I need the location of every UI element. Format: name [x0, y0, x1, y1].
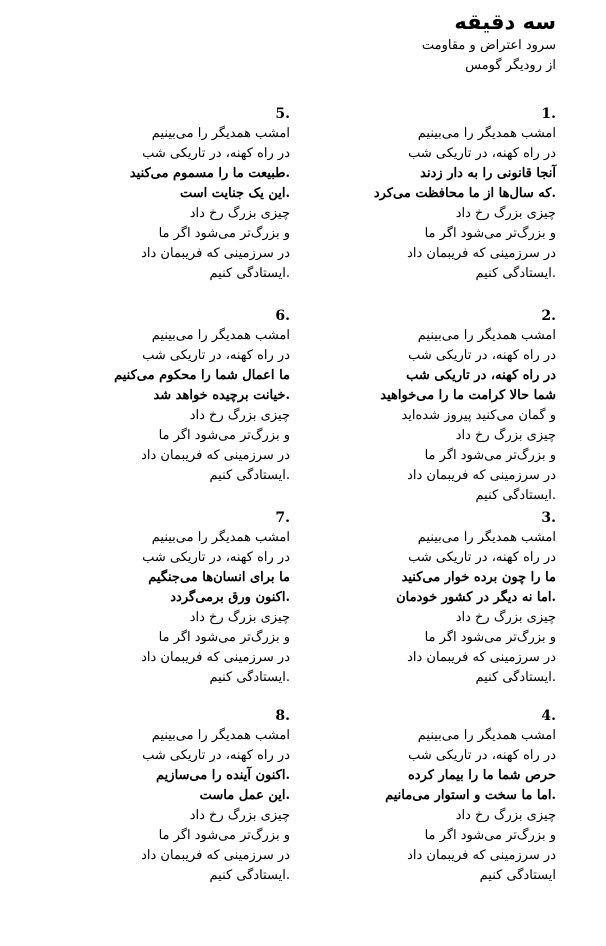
stanza-number: 7. — [275, 510, 290, 526]
stanza-8 — [50, 706, 290, 886]
stanza-6 — [50, 306, 290, 486]
verse-line: امشب همدیگر را می‌بینیم — [151, 728, 290, 743]
verse-line-bold: آنجا قانونی را به دار زدند — [420, 166, 556, 181]
verse-line-bold: در راه کهنه، در تاریکی شب — [406, 368, 556, 383]
verse-line: در راه کهنه، در تاریکی شب — [408, 550, 556, 565]
verse-line: در راه کهنه، در تاریکی شب — [142, 748, 290, 763]
verse-line: امشب همدیگر را می‌بینیم — [151, 530, 290, 545]
stanza-3 — [316, 508, 556, 688]
stanza-7 — [50, 508, 290, 688]
verse-line-bold: .که سال‌ها از ما محافظت می‌کرد — [373, 186, 556, 201]
verse-line: .ایستادگی کنیم — [209, 868, 290, 883]
verse-line: چیزی بزرگ رخ داد — [455, 206, 556, 221]
verse-line: امشب همدیگر را می‌بینیم — [151, 328, 290, 343]
verse-line: .ایستادگی کنیم — [475, 266, 556, 281]
verse-line-bold: حرص شما ما را بیمار کرده — [408, 768, 556, 783]
verse-line: و بزرگ‌تر می‌شود اگر ما — [424, 448, 556, 463]
verse-line: و بزرگ‌تر می‌شود اگر ما — [424, 226, 556, 241]
stanza-number: 1. — [541, 106, 556, 122]
verse-line: و بزرگ‌تر می‌شود اگر ما — [424, 630, 556, 645]
document-header — [256, 8, 556, 76]
verse-line: چیزی بزرگ رخ داد — [455, 610, 556, 625]
verse-line-bold: .خیانت برچیده خواهد شد — [153, 388, 290, 403]
page-subtitle: سرود اعتراض و مقاومت — [421, 38, 556, 53]
verse-line: و بزرگ‌تر می‌شود اگر ما — [424, 828, 556, 843]
verse-line: در راه کهنه، در تاریکی شب — [408, 348, 556, 363]
verse-line-bold: .اکنون آینده را می‌سازیم — [156, 768, 290, 783]
verse-line: در سرزمینی که فریبمان داد — [141, 650, 290, 665]
verse-line: امشب همدیگر را می‌بینیم — [417, 530, 556, 545]
verse-line: در سرزمینی که فریبمان داد — [407, 650, 556, 665]
page-title: سه دقیقه — [454, 10, 556, 34]
verse-line: .ایستادگی کنیم — [475, 670, 556, 685]
stanza-number: 6. — [275, 308, 290, 324]
verse-line: در سرزمینی که فریبمان داد — [407, 848, 556, 863]
verse-line: در سرزمینی که فریبمان داد — [407, 468, 556, 483]
stanza-1 — [316, 104, 556, 284]
verse-line: چیزی بزرگ رخ داد — [189, 610, 290, 625]
verse-line: در سرزمینی که فریبمان داد — [141, 848, 290, 863]
verse-line: در راه کهنه، در تاریکی شب — [408, 146, 556, 161]
verse-line: .ایستادگی کنیم — [209, 266, 290, 281]
verse-line: و گمان می‌کنید پیروز شده‌اید — [401, 408, 556, 423]
verse-line: چیزی بزرگ رخ داد — [189, 206, 290, 221]
verse-line: امشب همدیگر را می‌بینیم — [417, 126, 556, 141]
verse-line: و بزرگ‌تر می‌شود اگر ما — [158, 226, 290, 241]
verse-line: .ایستادگی کنیم — [475, 488, 556, 503]
verse-line: .ایستادگی کنیم — [209, 670, 290, 685]
stanza-number: 2. — [541, 308, 556, 324]
verse-line: چیزی بزرگ رخ داد — [189, 808, 290, 823]
verse-line: و بزرگ‌تر می‌شود اگر ما — [158, 630, 290, 645]
verse-line-bold: شما حالا کرامت ما را می‌خواهید — [380, 388, 556, 403]
verse-line-bold: ما اعمال شما را محکوم می‌کنیم — [114, 368, 290, 383]
verse-line: امشب همدیگر را می‌بینیم — [417, 328, 556, 343]
verse-line: امشب همدیگر را می‌بینیم — [417, 728, 556, 743]
stanza-5 — [50, 104, 290, 284]
verse-line: در سرزمینی که فریبمان داد — [407, 246, 556, 261]
verse-line-bold: .طبیعت ما را مسموم می‌کنید — [129, 166, 290, 181]
stanza-2 — [316, 306, 556, 506]
verse-line: چیزی بزرگ رخ داد — [455, 428, 556, 443]
stanza-number: 5. — [275, 106, 290, 122]
verse-line: ایستادگی کنیم — [479, 868, 556, 883]
author-line: از رودیگر گومس — [465, 58, 556, 73]
verse-line: در راه کهنه، در تاریکی شب — [142, 550, 290, 565]
verse-line-bold: ما را چون برده خوار می‌کنید — [401, 570, 556, 585]
verse-line: در راه کهنه، در تاریکی شب — [142, 146, 290, 161]
verse-line: در سرزمینی که فریبمان داد — [141, 448, 290, 463]
verse-line-bold: .این عمل ماست — [199, 788, 290, 803]
verse-line: .ایستادگی کنیم — [209, 468, 290, 483]
verse-line-bold: .اما ما سخت و استوار می‌مانیم — [385, 788, 556, 803]
verse-line: امشب همدیگر را می‌بینیم — [151, 126, 290, 141]
verse-line: چیزی بزرگ رخ داد — [455, 808, 556, 823]
verse-line: و بزرگ‌تر می‌شود اگر ما — [158, 428, 290, 443]
stanza-number: 4. — [541, 708, 556, 724]
verse-line-bold: .اکنون ورق برمی‌گردد — [170, 590, 290, 605]
verse-line: و بزرگ‌تر می‌شود اگر ما — [158, 828, 290, 843]
verse-line-bold: .اما نه دیگر در کشور خودمان — [396, 590, 556, 605]
verse-line-bold: .این یک جنایت است — [179, 186, 290, 201]
verse-line: در سرزمینی که فریبمان داد — [141, 246, 290, 261]
stanza-4 — [316, 706, 556, 886]
stanza-number: 8. — [275, 708, 290, 724]
verse-line-bold: ما برای انسان‌ها می‌جنگیم — [148, 570, 290, 585]
stanza-number: 3. — [541, 510, 556, 526]
verse-line: در راه کهنه، در تاریکی شب — [408, 748, 556, 763]
verse-line: در راه کهنه، در تاریکی شب — [142, 348, 290, 363]
verse-line: چیزی بزرگ رخ داد — [189, 408, 290, 423]
